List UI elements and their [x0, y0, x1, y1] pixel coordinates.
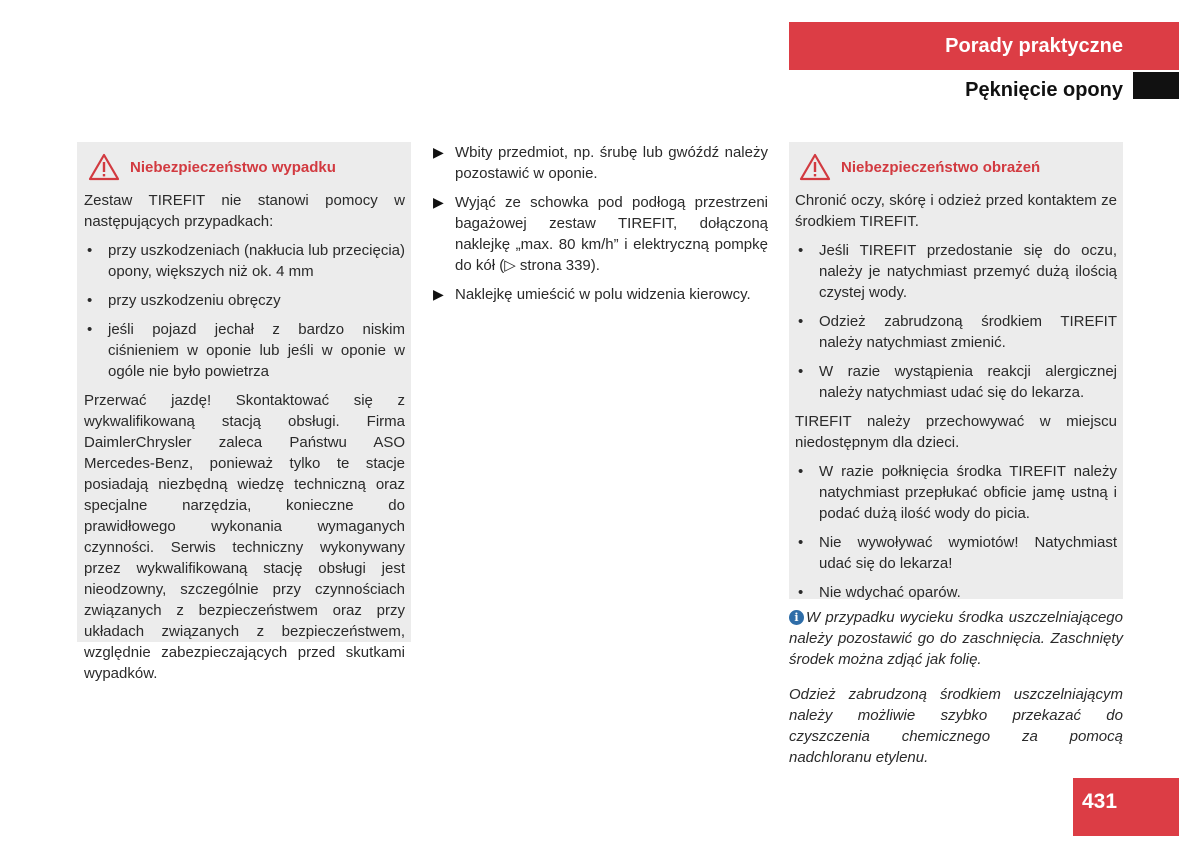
- warning-title: Niebezpieczeństwo wypadku: [130, 158, 336, 176]
- page-number-badge: [1073, 778, 1179, 836]
- list-item: • Nie wdychać oparów.: [795, 582, 1117, 603]
- instruction-steps: [433, 142, 768, 313]
- list-item: • przy uszkodzeniu obręczy: [84, 290, 405, 311]
- warning-header: [88, 152, 405, 182]
- bullet-icon: •: [87, 292, 93, 309]
- step-arrow-icon: ▶: [433, 144, 444, 160]
- bullet-icon: •: [798, 584, 804, 601]
- notes-section: [789, 607, 1123, 782]
- list-item: • przy uszkodzeniach (nakłucia lub przecięcia) opony, większych niż ok. 4 mm: [84, 240, 405, 282]
- bullet-icon: •: [87, 321, 93, 338]
- page-number: 431: [1082, 790, 1118, 813]
- list-item: • Nie wywoływać wymiotów! Natychmiast udać się do lekarza!: [795, 532, 1117, 574]
- warning-intro: Zestaw TIREFIT nie stanowi pomocy w następujących przypadkach:: [84, 192, 405, 230]
- storage-text: TIREFIT należy przechowywać w miejscu niedostępnym dla dzieci.: [795, 413, 1117, 451]
- list-item: • W razie wystąpienia reakcji alergicznej należy natychmiast udać się do lekarza.: [795, 361, 1117, 403]
- warning-intro: Chronić oczy, skórę i odzież przed kontaktem ze środkiem TIREFIT.: [795, 192, 1117, 230]
- step-item: ▶ Wyjąć ze schowka pod podłogą przestrzeni bagażowej zestaw TIREFIT, dołączoną naklejkę „max. 80 km/h” i elektryczną pompkę do kół (▷ strona 339).: [433, 194, 768, 274]
- bullet-icon: •: [798, 313, 804, 330]
- bullet-icon: •: [798, 463, 804, 480]
- warning-triangle-icon: [799, 153, 831, 181]
- injury-warning-panel: [789, 142, 1123, 599]
- bullet-icon: •: [87, 242, 93, 259]
- section-title: Pęknięcie opony: [965, 79, 1123, 101]
- list-item: • Jeśli TIREFIT przedostanie się do oczu, należy je natychmiast przemyć dużą ilością czystej wody.: [795, 240, 1117, 303]
- list-item: • Odzież zabrudzoną środkiem TIREFIT należy natychmiast zmienić.: [795, 311, 1117, 353]
- chapter-header: [789, 22, 1179, 70]
- warning-triangle-icon: [88, 153, 120, 181]
- step-item: ▶ Naklejkę umieścić w polu widzenia kierowcy.: [433, 286, 751, 303]
- step-arrow-icon: ▶: [433, 286, 444, 302]
- bullet-icon: •: [798, 534, 804, 551]
- section-marker-bar: [1133, 72, 1179, 99]
- warning-body: Przerwać jazdę! Skontaktować się z wykwalifikowaną stacją obsługi. Firma DaimlerChrysler zaleca Państwu ASO Mercedes-Benz, ponieważ tylko te stacje posiadają niezbędną wiedzę techniczną oraz specjalne narzędzia, konieczne do prawidłowego wykonania wymaganych czynności. Serwis techniczny wykonywany przez wykwalifikowaną stację obsługi jest nieodzowny, szczególnie przy czynnościach związanych z bezpieczeństwem oraz przy układach związanych z bezpieczeństwem, względnie zabezpieczających przed skutkami wypadków.: [84, 392, 405, 682]
- cleaning-note: Odzież zabrudzoną środkiem uszczelniającym należy możliwie szybko przekazać do czyszczenia chemicznego za pomocą nadchloranu etylenu.: [789, 686, 1123, 766]
- accident-warning-panel: [77, 142, 411, 682]
- warning-title: Niebezpieczeństwo obrażeń: [841, 158, 1041, 176]
- step-item: ▶ Wbity przedmiot, np. śrubę lub gwóźdź należy pozostawić w oponie.: [433, 144, 768, 182]
- warning-header: [799, 152, 1117, 182]
- bullet-icon: •: [798, 242, 804, 259]
- list-item: • W razie połknięcia środka TIREFIT należy natychmiast przepłukać obficie jamę ustną i podać dużą ilość wody do picia.: [795, 461, 1117, 524]
- chapter-title: Porady praktyczne: [945, 34, 1123, 57]
- step-arrow-icon: ▶: [433, 194, 444, 210]
- bullet-icon: •: [798, 363, 804, 380]
- info-note: i W przypadku wycieku środka uszczelniającego należy pozostawić go do zaschnięcia. Zaschnięty środek można zdjąć jak folię.: [789, 609, 1123, 668]
- info-icon: i: [789, 610, 804, 625]
- list-item: • jeśli pojazd jechał z bardzo niskim ciśnieniem w oponie lub jeśli w oponie w ogóle nie było powietrza: [84, 319, 405, 382]
